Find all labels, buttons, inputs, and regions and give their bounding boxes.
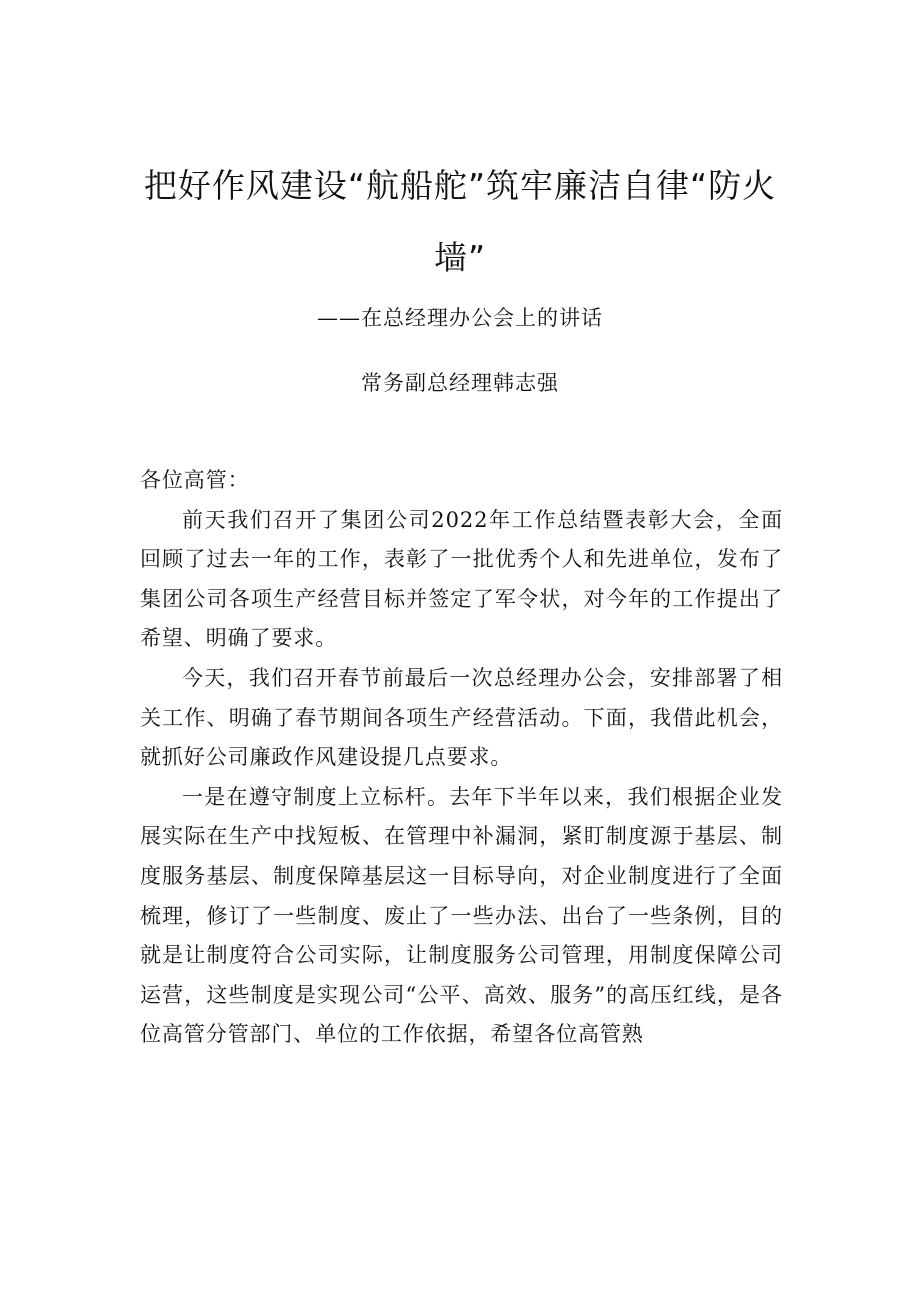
body-paragraph: 前天我们召开了集团公司2022年工作总结暨表彰大会，全面回顾了过去一年的工作，表彰了一批优秀个人和先进单位，发布了集团公司各项生产经营目标并签定了军令状，对今年的工作提出了希望、明确了要求。 <box>140 507 783 651</box>
body-paragraph: 一是在遵守制度上立标杆。去年下半年以来，我们根据企业发展实际在生产中找短板、在管理中补漏洞，紧盯制度源于基层、制度服务基层、制度保障基层这一目标导向，对企业制度进行了全面梳理，修订了一些制度、废止了一些办法、出台了一些条例，目的就是让制度符合公司实际，让制度服务公司管理，用制度保障公司运营，这些制度是实现公司“公平、高效、服务”的高压红线，是各位高管分管部门、单位的工作依据，希望各位高管熟 <box>140 784 783 1047</box>
document-body <box>140 461 783 1055</box>
speaker-name: 常务副总经理韩志强 <box>361 371 559 395</box>
speech-subtitle: ——在总经理办公会上的讲话 <box>317 306 603 330</box>
page-title: 把好作风建设“航船舵”筑牢廉洁自律“防火墙” <box>143 166 777 277</box>
body-paragraph: 今天，我们召开春节前最后一次总经理办公会，安排部署了相关工作、明确了春节期间各项生产经营活动。下面，我借此机会，就抓好公司廉政作风建设提几点要求。 <box>140 665 783 770</box>
salutation: 各位高管： <box>140 468 250 492</box>
